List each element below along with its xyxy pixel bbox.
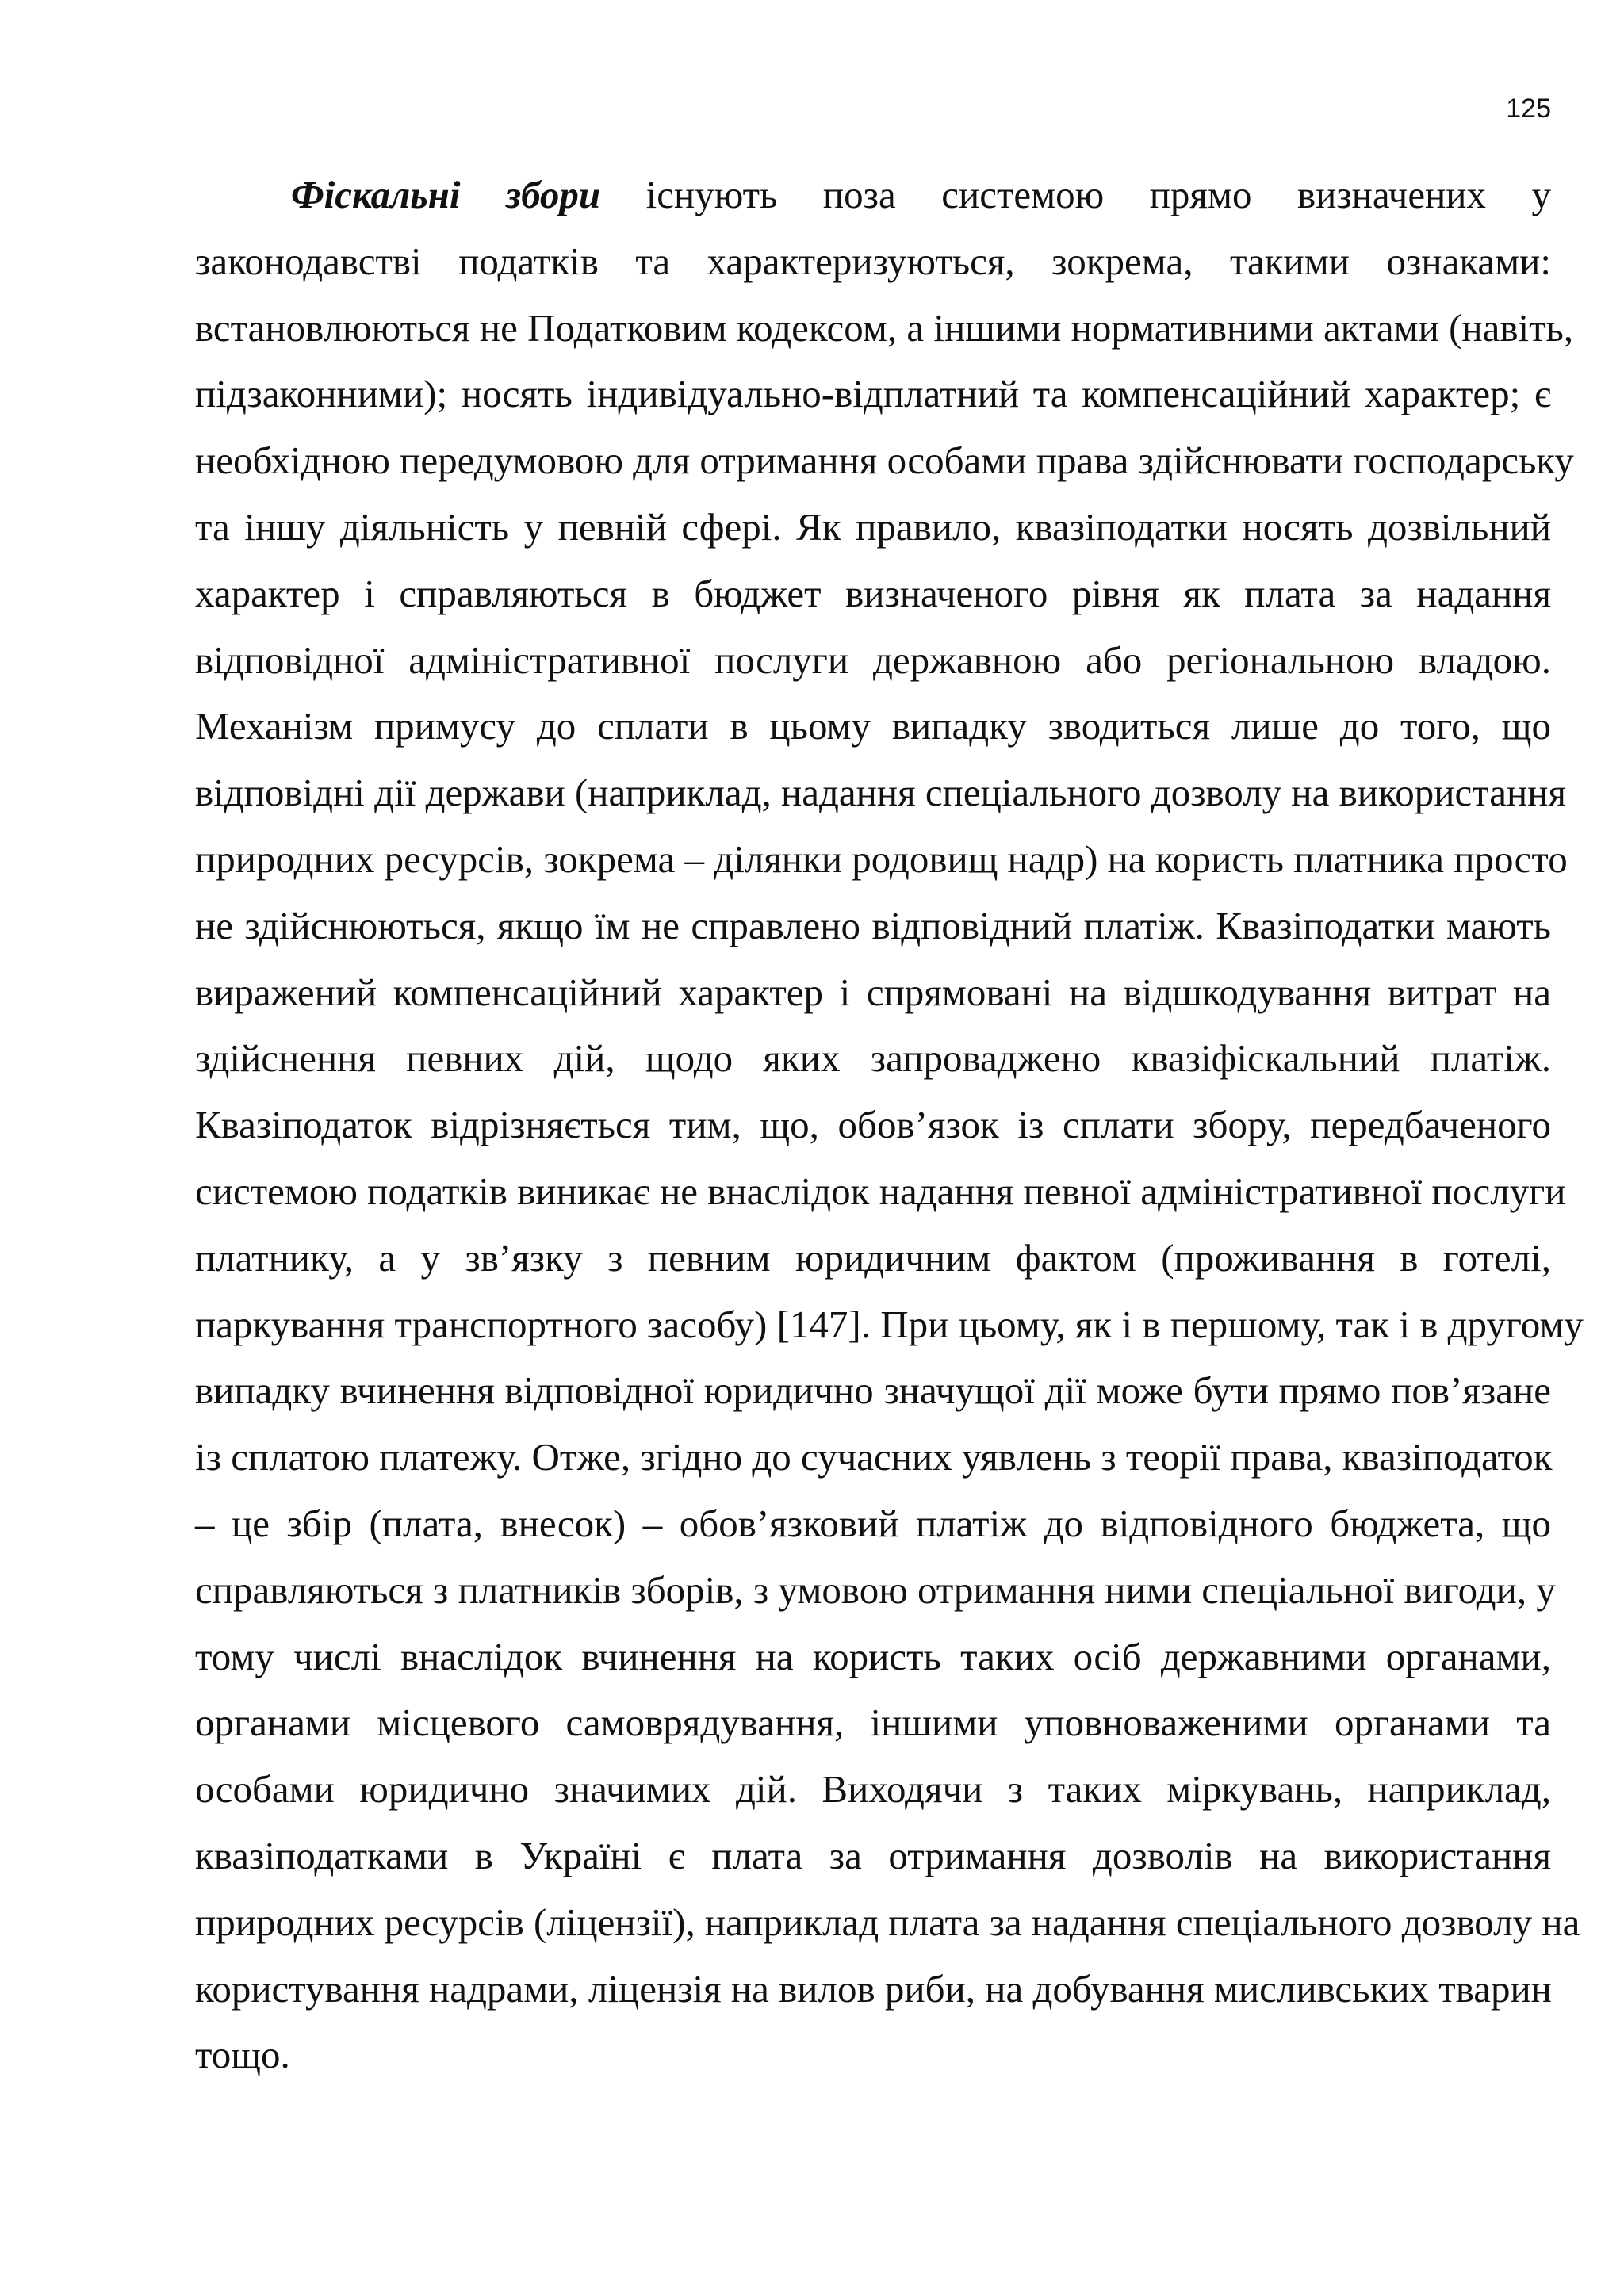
text-line: Квазіподаток відрізняється тим, що, обов’язок із сплати збору, передбаченого (195, 1103, 1551, 1147)
text-line: законодавстві податків та характеризуються, зокрема, такими ознаками: (195, 239, 1551, 283)
text-line: із сплатою платежу. Отже, згідно до сучасних уявлень з теорії права, квазіподаток (195, 1435, 1553, 1479)
text-line: природних ресурсів, зокрема – ділянки родовищ надр) на користь платника просто (195, 836, 1568, 881)
text-line: – це збір (плата, внесок) – обов’язковий платіж до відповідного бюджета, що (195, 1501, 1551, 1545)
text-line: та іншу діяльність у певній сфері. Як правило, квазіподатки носять дозвільний (195, 504, 1551, 549)
text-line: користування надрами, ліцензія на вилов риби, на добування мисливських тварин (195, 1966, 1552, 2011)
text-line: Механізм примусу до сплати в цьому випадку зводиться лише до того, що (195, 704, 1551, 748)
text-line: органами місцевого самоврядування, іншими уповноваженими органами та (195, 1701, 1551, 1745)
text-line: випадку вчинення відповідної юридично значущої дії може бути прямо пов’язане (195, 1368, 1551, 1413)
text-line: особами юридично значимих дій. Виходячи з таких міркувань, наприклад, (195, 1767, 1551, 1812)
paragraph-first-line (195, 162, 1551, 228)
text-line: встановлюються не Податковим кодексом, а іншими нормативними актами (навіть, (195, 305, 1574, 350)
text-line: квазіподатками в Україні є плата за отримання дозволів на використання (195, 1833, 1551, 1877)
paragraph-last-line: тощо. (195, 2033, 290, 2077)
text-line: паркування транспортного засобу) [147]. При цьому, як і в першому, так і в другому (195, 1302, 1584, 1346)
text-line: здійснення певних дій, щодо яких запроваджено квазіфіскальний платіж. (195, 1036, 1551, 1081)
first-line-text: існують поза системою прямо визначених у (645, 173, 1551, 216)
text-line: необхідною передумовою для отримання особами права здійснювати господарську (195, 438, 1574, 483)
text-line: платнику, а у зв’язку з певним юридичним фактом (проживання в готелі, (195, 1235, 1551, 1280)
page-number: 125 (1506, 94, 1551, 124)
text-line: системою податків виникає не внаслідок надання певної адміністративної послуги (195, 1169, 1566, 1213)
text-line: природних ресурсів (ліцензії), наприклад плата за надання спеціального дозволу на (195, 1900, 1580, 1944)
text-line: не здійснюються, якщо їм не справлено відповідний платіж. Квазіподатки мають (195, 903, 1551, 947)
emphasized-term: Фіскальні збори (291, 173, 601, 216)
text-line: виражений компенсаційний характер і спрямовані на відшкодування витрат на (195, 970, 1551, 1014)
text-line: справляються з платників зборів, з умовою отримання ними спеціальної вигоди, у (195, 1567, 1556, 1612)
text-line: підзаконними); носять індивідуально-відплатний та компенсаційний характер; є (195, 372, 1551, 416)
text-line: характер і справляються в бюджет визначеного рівня як плата за надання (195, 571, 1551, 615)
text-line: відповідні дії держави (наприклад, надання спеціального дозволу на використання (195, 771, 1567, 815)
document-body (195, 162, 1584, 2088)
text-line: тому числі внаслідок вчинення на користь таких осіб державними органами, (195, 1634, 1551, 1678)
text-line: відповідної адміністративної послуги державною або регіональною владою. (195, 637, 1551, 682)
